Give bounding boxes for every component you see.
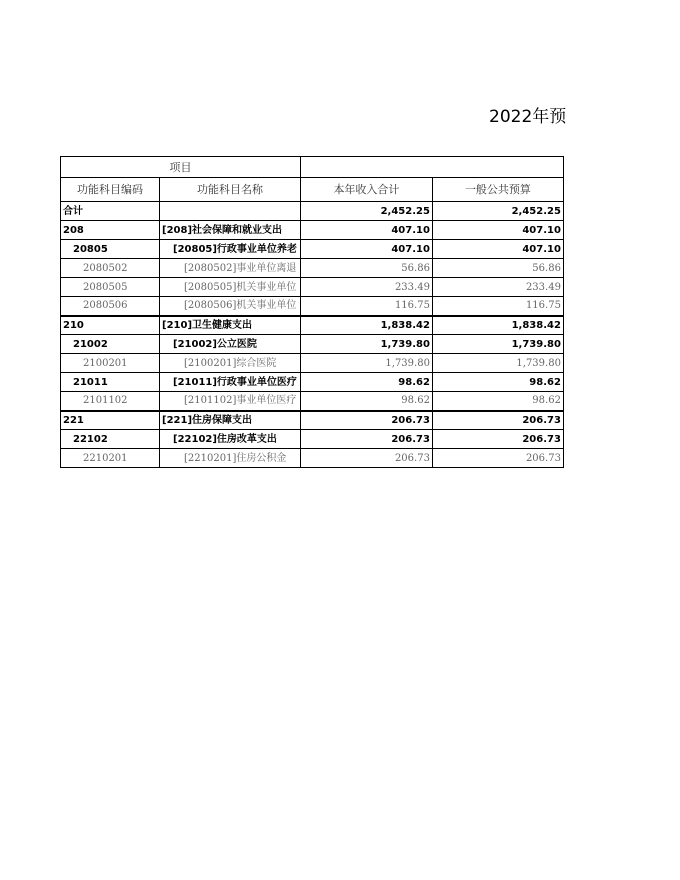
table-row [61,373,564,392]
row-general: 206.73 [432,430,563,449]
row-general: 98.62 [432,373,563,392]
row-general: 407.10 [432,221,563,240]
row-name: [20805]行政事业单位养老 [160,240,301,259]
table-row [61,354,564,373]
row-code: 210 [61,316,160,335]
table-row [61,297,564,316]
row-total: 1,739.80 [300,335,432,354]
page-title: 2022年预 [489,107,567,127]
table-row [61,278,564,297]
row-code: 2100201 [61,354,160,373]
group-header-blank [300,157,563,178]
group-header-project: 项目 [61,157,301,178]
table-row [61,411,564,430]
row-code: 2080506 [61,297,160,316]
row-name: [221]住房保障支出 [160,411,301,430]
row-name: [21011]行政事业单位医疗 [160,373,301,392]
row-name: [22102]住房改革支出 [160,430,301,449]
col-header-general: 一般公共预算 [432,178,563,202]
col-header-code: 功能科目编码 [61,178,160,202]
row-total: 116.75 [300,297,432,316]
col-header-total: 本年收入合计 [300,178,432,202]
row-total: 98.62 [300,392,432,411]
row-name: [2080506]机关事业单位 [160,297,301,316]
row-general: 2,452.25 [432,202,563,221]
row-name: [210]卫生健康支出 [160,316,301,335]
row-name: [208]社会保障和就业支出 [160,221,301,240]
table-row [61,202,564,221]
table-row [61,449,564,468]
table-row [61,240,564,259]
row-total: 98.62 [300,373,432,392]
table-row [61,430,564,449]
table-row [61,392,564,411]
row-general: 1,838.42 [432,316,563,335]
row-code: 2080505 [61,278,160,297]
row-general: 407.10 [432,240,563,259]
row-code: 2080502 [61,259,160,278]
row-code: 21011 [61,373,160,392]
row-code: 20805 [61,240,160,259]
row-general: 1,739.80 [432,335,563,354]
row-general: 206.73 [432,449,563,468]
row-code: 22102 [61,430,160,449]
row-code: 2101102 [61,392,160,411]
table-group-header-row [61,157,564,178]
table-header-row [61,178,564,202]
row-general: 56.86 [432,259,563,278]
row-total: 233.49 [300,278,432,297]
table-row [61,221,564,240]
table-row [61,335,564,354]
row-name [160,202,301,221]
row-total: 407.10 [300,240,432,259]
row-name: [2100201]综合医院 [160,354,301,373]
row-name: [21002]公立医院 [160,335,301,354]
row-total: 1,739.80 [300,354,432,373]
row-code: 2210201 [61,449,160,468]
row-code: 21002 [61,335,160,354]
row-name: [2101102]事业单位医疗 [160,392,301,411]
row-total: 206.73 [300,430,432,449]
row-total: 206.73 [300,411,432,430]
row-name: [2080502]事业单位离退 [160,259,301,278]
row-total: 1,838.42 [300,316,432,335]
row-general: 206.73 [432,411,563,430]
row-total: 2,452.25 [300,202,432,221]
row-total: 206.73 [300,449,432,468]
row-general: 233.49 [432,278,563,297]
row-general: 116.75 [432,297,563,316]
row-code: 221 [61,411,160,430]
row-code: 208 [61,221,160,240]
row-name: [2210201]住房公积金 [160,449,301,468]
col-header-name: 功能科目名称 [160,178,301,202]
row-name: [2080505]机关事业单位 [160,278,301,297]
row-general: 1,739.80 [432,354,563,373]
row-total: 407.10 [300,221,432,240]
row-total: 56.86 [300,259,432,278]
table-row [61,316,564,335]
budget-table [60,156,564,468]
table-row [61,259,564,278]
row-general: 98.62 [432,392,563,411]
row-code: 合计 [61,202,160,221]
